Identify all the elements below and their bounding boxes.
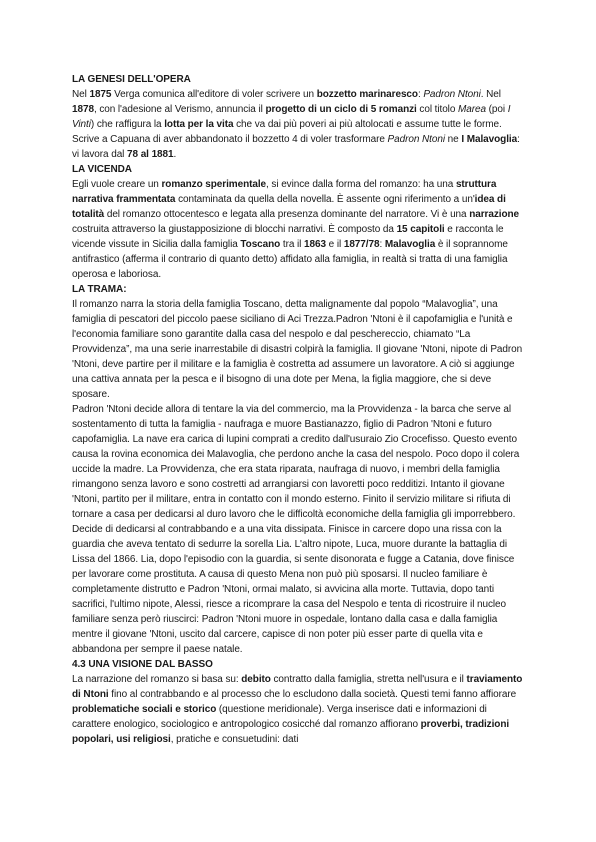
heading-visione: 4.3 UNA VISIONE DAL BASSO [72, 659, 213, 670]
paragraph-genesi: Nel 1875 Verga comunica all'editore di voler scrivere un bozzetto marinaresco: Padron Ntoni. Nel 1878, con l'adesione al Verismo, annuncia il progetto di un ciclo di 5 romanzi col titolo Marea (poi I Vinti) che raffigura la lotta per la vita che va dai più poveri ai più altolocati e assume tutte le forme. Scrive a Capuana di aver abbandonato il bozzetto 4 di voler trasformare Padron Ntoni ne I Malavoglia: vi lavora dal 78 al 1881. [72, 89, 520, 160]
paragraph-trama-1: Il romanzo narra la storia della famiglia Toscano, detta malignamente dal popolo “Malavoglia”, una famiglia di pescatori del piccolo paese siciliano di Aci Trezza.Padron 'Ntoni è il capofamiglia e l'unità e l'economia familiare sono garantite dalla casa del nespolo e dal peschereccio, chiamato “La Provvidenza”, ma una serie inarrestabile di disastri colpirà la famiglia. Il giovane 'Ntoni, nipote di Padron 'Ntoni, deve partire per il militare e la famiglia è costretta ad assumere un lavoratore. A ciò si aggiunge una cattiva annata per la pesca e il bisogno di una dote per Mena, la figlia maggiore, che si deve sposare. [72, 299, 523, 400]
paragraph-visione: La narrazione del romanzo si basa su: debito contratto dalla famiglia, stretta nell'usura e il traviamento di Ntoni fino al contrabbando e al processo che lo escludono dalla società. Questi temi fanno affiorare problematiche sociali e storico (questione meridionale). Verga inserisce dati e informazioni di carattere enologico, sociologico e antropologico cosicché dal romanzo affiorano proverbi, tradizioni popolari, usi religiosi, pratiche e consuetudini: dati [72, 674, 523, 745]
document-body [72, 72, 528, 747]
paragraph-trama-2: Padron 'Ntoni decide allora di tentare la via del commercio, ma la Provvidenza - la barca che serve al sostentamento di tutta la famiglia - naufraga e muore Bastianazzo, figlio di Padron 'Ntoni e futuro capofamiglia. La nave era carica di lupini comprati a credito dall'usuraio Zio Crocefisso. Questo evento causa la rovina economica dei Malavoglia, che perdono anche la casa del nespolo. Poco dopo il colera uccide la madre. La Provvidenza, che era stata riparata, naufraga di nuovo, i membri della famiglia rimangono senza lavoro e sono costretti ad arrangiarsi con lavoretti poco redditizi. Intanto il giovane 'Ntoni, partito per il militare, entra in contatto con il mondo esterno. Finito il servizio militare si rifiuta di tornare a casa per dedicarsi al duro lavoro che le difficoltà economiche della famiglia gli imporrebbero. Decide di dedicarsi al contrabbando e a una vita dissipata. Finisce in carcere dopo una rissa con la guardia che aveva tentato di sedurre la sorella Lia. L'altro nipote, Luca, muore durante la battaglia di Lissa del 1866. Lia, dopo l'episodio con la guardia, si sente disonorata e fugge a Catania, dove finisce per lavorare come prostituta. A causa di questo Mena non può più sposarsi. Il nucleo familiare è completamente distrutto e Padron 'Ntoni, ormai malato, si avvicina alla morte. Tuttavia, dopo tanti sacrifici, l'ultimo nipote, Alessi, riesce a ricomprare la casa del Nespolo e tenta di ricostruire il nucleo familiare senza però riuscirci: Padron 'Ntoni muore in ospedale, lontano dalla casa e dalla famiglia mentre il giovane 'Ntoni, uscito dal carcere, capisce di non poter più esser parte di quella vita e abbandona per sempre il paese natale. [72, 404, 520, 655]
heading-trama: LA TRAMA: [72, 284, 127, 295]
heading-genesi: LA GENESI DELL'OPERA [72, 74, 191, 85]
paragraph-vicenda: Egli vuole creare un romanzo sperimentale, si evince dalla forma del romanzo: ha una struttura narrativa frammentata contaminata da quella della novella. È assente ogni riferimento a un'idea di totalità del romanzo ottocentesco e legata alla presenza dominante del narratore. Vi è una narrazione costruita attraverso la giustapposizione di blocchi narrativi. È composto da 15 capitoli e racconta le vicende vissute in Sicilia dalla famiglia Toscano tra il 1863 e il 1877/78: Malavoglia è il soprannome antifrastico (afferma il contrario di quanto detto) affidato alla famiglia, in realtà si tratta di una famiglia operosa e laboriosa. [72, 179, 520, 280]
heading-vicenda: LA VICENDA [72, 164, 132, 175]
